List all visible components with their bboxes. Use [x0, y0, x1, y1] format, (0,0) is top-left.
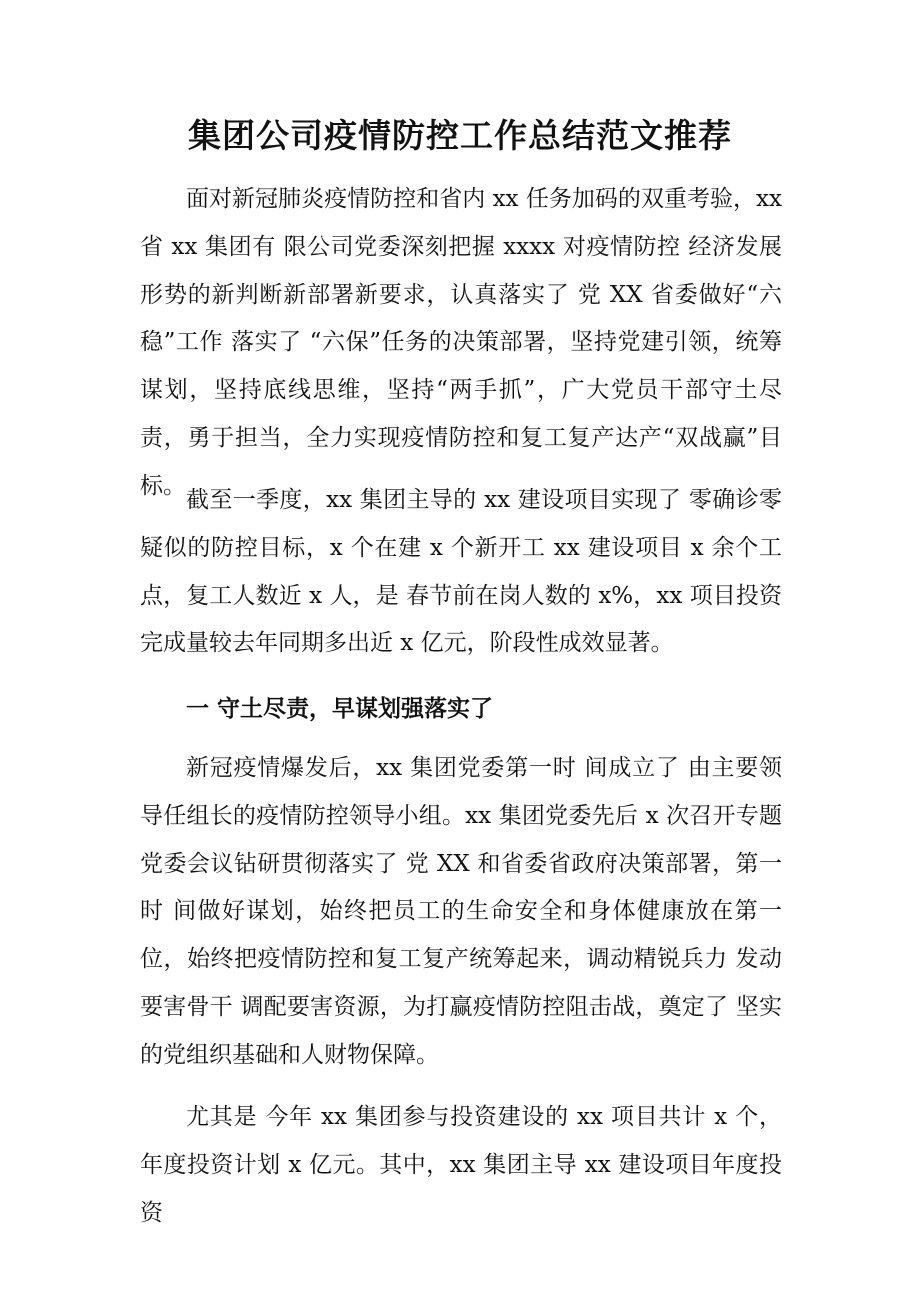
- paragraph-intro: 面对新冠肺炎疫情防控和省内 xx 任务加码的双重考验，xx 省 xx 集团有 限公司党委深刻把握 xxxx 对疫情防控 经济发展形势的新判断新部署新要求，认真落实了 党 XX 省委做好“六稳”工作 落实了 “六保”任务的决策部署，坚持党建引领，统筹谋划，坚持底线思维，坚持“两手抓”，广大党员干部守土尽责，勇于担当，全力实现疫情防控和复工复产达产“双战赢”目标。: [140, 186, 782, 499]
- document-title: 集团公司疫情防控工作总结范文推荐: [188, 116, 732, 155]
- paragraph-section-body: 新冠疫情爆发后，xx 集团党委第一时 间成立了 由主要领导任组长的疫情防控领导小组。xx 集团党委先后 x 次召开专题党委会议钻研贯彻落实了 党 XX 和省委省政府决策部署，第一时 间做好谋划，始终把员工的生命安全和身体健康放在第一位，始终把疫情防控和复工复产统筹起来，调动精锐兵力 发动要害骨干 调配要害资源，为打赢疫情防控阻击战，奠定了 坚实的党组织基础和人财物保障。: [140, 755, 782, 1068]
- paragraph-section-continued: 尤其是 今年 xx 集团参与投资建设的 xx 项目共计 x 个，年度投资计划 x 亿元。其中，xx 集团主导 xx 建设项目年度投资: [140, 1104, 782, 1226]
- section-heading: 一 守土尽责，早谋划强落实了: [186, 695, 494, 722]
- paragraph-summary: 截至一季度，xx 集团主导的 xx 建设项目实现了 零确诊零疑似的防控目标，x 个在建 x 个新开工 xx 建设项目 x 余个工点，复工人数近 x 人，是 春节前在岗人数的 x%，xx 项目投资完成量较去年同期多出近 x 亿元，阶段性成效显著。: [140, 487, 782, 657]
